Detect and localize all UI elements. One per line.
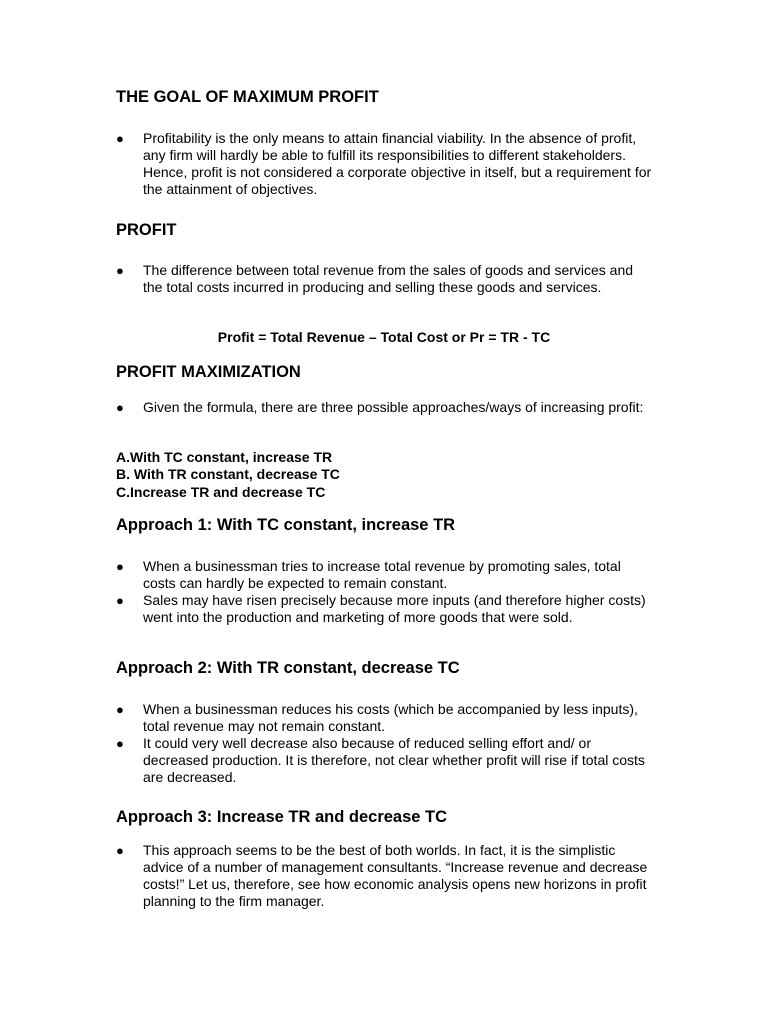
section-heading-approach-2: Approach 2: With TR constant, decrease TC (116, 659, 460, 677)
bullet-icon: ● (116, 559, 124, 574)
bullet-icon: ● (116, 843, 124, 858)
bullet-text: This approach seems to be the best of both worlds. In fact, it is the simplistic advice of a number of management consultants. “Increase revenue and decrease costs!” Let us, therefore, see how economic analysis opens new horizons in profit planning to the firm manager. (143, 842, 648, 909)
section-heading-maximization: PROFIT MAXIMIZATION (116, 363, 301, 381)
section-heading-profit: PROFIT (116, 221, 177, 239)
bullet-text: It could very well decrease also because of reduced selling effort and/ or decreased production. It is therefore, not clear whether profit will rise if total costs are decreased. (143, 735, 645, 785)
bullet-icon: ● (116, 593, 124, 608)
approach-list-item-c: C.Increase TR and decrease TC (116, 484, 326, 500)
bullet-text: Sales may have risen precisely because more inputs (and therefore higher costs) went into the production and marketing of more goods that were sold. (143, 592, 646, 625)
bullet-icon: ● (116, 400, 124, 415)
bullet-text: The difference between total revenue from the sales of goods and services and the total costs incurred in producing and selling these goods and services. (143, 262, 634, 295)
bullet-icon: ● (116, 736, 124, 751)
approach-list-item-b: B. With TR constant, decrease TC (116, 466, 340, 482)
bullet-icon: ● (116, 131, 124, 146)
bullet-text: When a businessman reduces his costs (which be accompanied by less inputs), total revenue may not remain constant. (143, 701, 638, 734)
document-title: THE GOAL OF MAXIMUM PROFIT (116, 88, 379, 106)
section-heading-approach-1: Approach 1: With TC constant, increase TR (116, 516, 456, 534)
section-heading-approach-3: Approach 3: Increase TR and decrease TC (116, 808, 448, 826)
bullet-icon: ● (116, 702, 124, 717)
bullet-text: Given the formula, there are three possible approaches/ways of increasing profit: (143, 399, 644, 415)
profit-formula: Profit = Total Revenue – Total Cost or Pr = TR - TC (217, 329, 551, 345)
approach-list-item-a: A.With TC constant, increase TR (116, 449, 333, 465)
bullet-text: When a businessman tries to increase total revenue by promoting sales, total costs can hardly be expected to remain constant. (143, 558, 621, 591)
bullet-icon: ● (116, 263, 124, 278)
bullet-text: Profitability is the only means to attain financial viability. In the absence of profit, any firm will hardly be able to fulfill its responsibilities to different stakeholders. Hence, profit is not considered a corporate objective in itself, but a requirement for the attainment of objectives. (143, 130, 652, 197)
